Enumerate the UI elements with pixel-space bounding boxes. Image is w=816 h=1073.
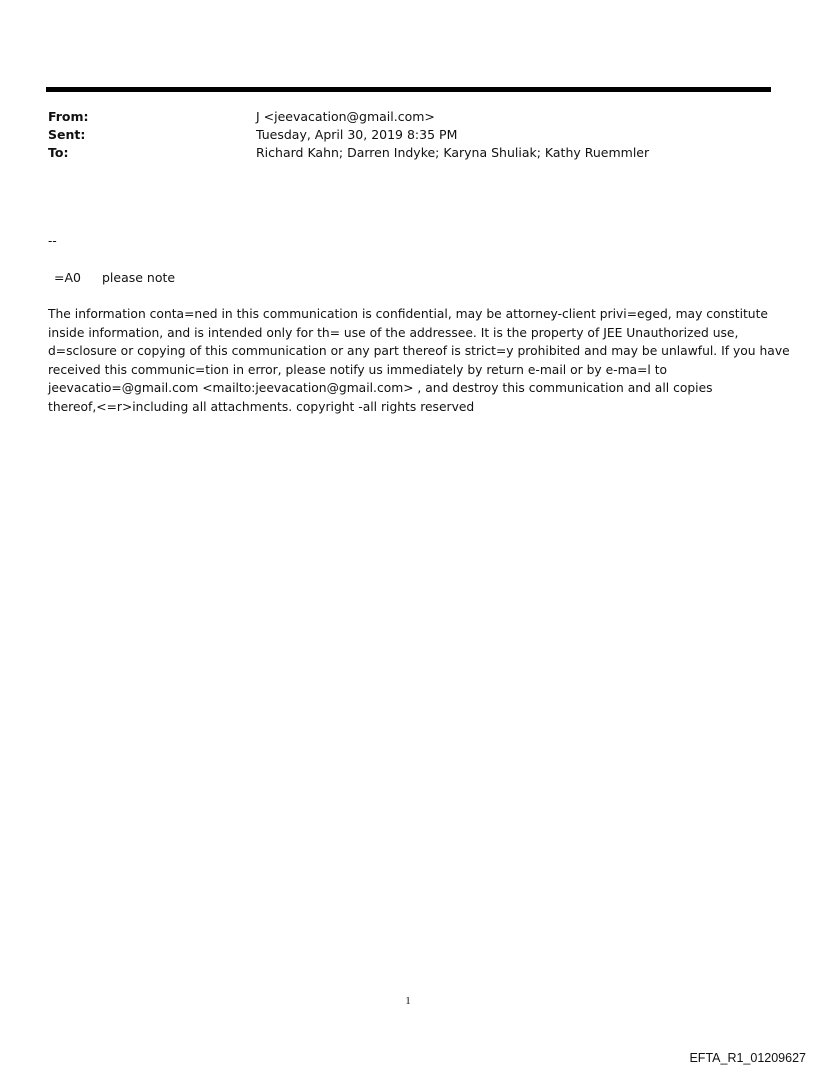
disclaimer-line: received this communic=tion in error, please notify us immediately by return e-mail or by e-ma=l to	[48, 362, 668, 377]
disclaimer-line: thereof,<=r>including all attachments. copyright -all rights reserved	[48, 399, 475, 414]
sent-label: Sent:	[48, 127, 86, 142]
email-header	[48, 108, 768, 162]
from-label: From:	[48, 109, 89, 124]
header-divider	[46, 87, 771, 92]
page-number: 1	[405, 995, 411, 1007]
signature-separator: --	[48, 234, 57, 248]
confidentiality-disclaimer	[48, 305, 790, 417]
disclaimer-line: jeevacatio=@gmail.com <mailto:jeevacation@gmail.com> , and destroy this communication and all copies	[48, 381, 713, 396]
from-row	[48, 108, 768, 126]
note-line	[54, 269, 175, 287]
to-row	[48, 144, 768, 162]
note-code: =A0	[54, 270, 81, 285]
to-value: Richard Kahn; Darren Indyke; Karyna Shuliak; Kathy Ruemmler	[256, 145, 650, 160]
document-id: EFTA_R1_01209627	[689, 1051, 806, 1065]
note-text: please note	[101, 270, 176, 285]
disclaimer-line: d=sclosure or copying of this communication or any part thereof is strict=y prohibited and may be unlawful. If you have	[48, 344, 790, 359]
disclaimer-line: inside information, and is intended only for th= use of the addressee. It is the property of JEE Unauthorized use,	[48, 325, 739, 340]
sent-value: Tuesday, April 30, 2019 8:35 PM	[256, 127, 458, 142]
to-label: To:	[48, 145, 69, 160]
from-value: J <jeevacation@gmail.com>	[256, 109, 435, 124]
disclaimer-line: The information conta=ned in this communication is confidential, may be attorney-client privi=eged, may constitute	[48, 307, 768, 321]
sent-row	[48, 126, 768, 144]
